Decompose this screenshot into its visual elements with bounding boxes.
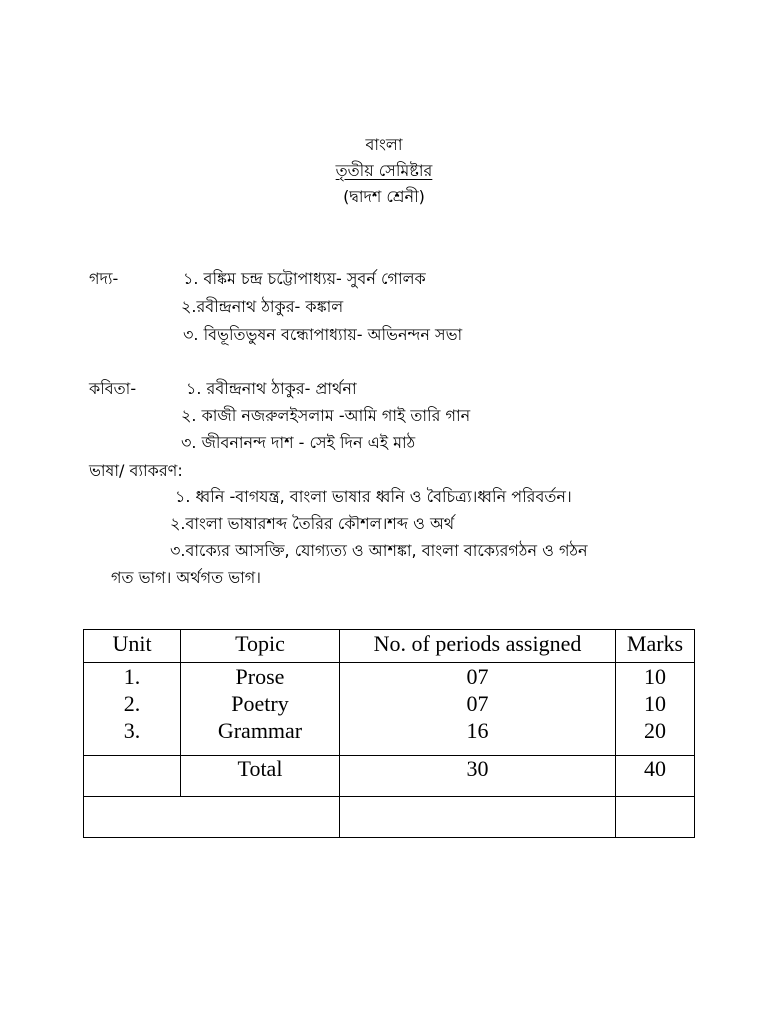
unit-cell [84,663,181,756]
header-topic: Topic [181,630,340,663]
empty-cell-2 [340,797,616,838]
unit-1: 1. [123,664,141,689]
semester-text: তৃতীয় সেমিষ্টার [335,161,433,180]
topic-2: Poetry [231,691,289,716]
marks-1: 10 [644,664,666,689]
grammar-label: ভাষা/ ব্যাকরণ: [89,461,183,480]
topic-cell [181,663,340,756]
poetry-item-3: ৩. জীবনানন্দ দাশ - সেই দিন এই মাঠ [181,433,416,452]
total-unit-empty [84,756,181,797]
subject-title: বাংলা [365,135,403,154]
marks-2: 10 [644,691,666,716]
marks-table [83,629,695,838]
total-periods: 30 [340,756,616,797]
class-title: (দ্বাদশ শ্রেনী) [343,187,425,206]
empty-cell-3 [616,797,695,838]
table-row [84,663,695,756]
header-marks: Marks [616,630,695,663]
periods-3: 16 [466,718,489,743]
grammar-item-1: ১. ধ্বনি -বাগযন্ত্র, বাংলা ভাষার ধ্বনি ও বৈচিত্র্য।ধ্বনি পরিবর্তন। [175,487,572,506]
prose-label: গদ্য- [89,269,119,288]
prose-item-2: ২.রবীন্দ্রনাথ ঠাকুর- কঙ্কাল [181,297,344,316]
periods-2: 07 [466,691,489,716]
poetry-item-1: ১. রবীন্দ্রনাথ ঠাকুর- প্রার্থনা [186,379,357,398]
semester-title [0,158,768,185]
table-total-row [84,756,695,797]
table-empty-row [84,797,695,838]
topic-3: Grammar [217,718,303,743]
poetry-item-2: ২. কাজী নজরুলইসলাম -আমি গাই তারি গান [181,406,471,425]
marks-cell [616,663,695,756]
marks-3: 20 [644,718,666,743]
poetry-label: কবিতা- [89,379,137,398]
grammar-item-2: ২.বাংলা ভাষারশব্দ তৈরির কৌশল।শব্দ ও অর্থ [170,514,455,533]
table-header-row [84,630,695,663]
unit-3: 3. [123,718,141,743]
prose-item-1: ১. বঙ্কিম চন্দ্র চট্টোপাধ্যয়- সুবর্ন গোলক [183,269,426,288]
total-label: Total [181,756,340,797]
prose-item-3: ৩. বিভূতিভুষন বন্ধোপাধ্যায়- অভিনন্দন সভা [183,325,463,344]
header-unit: Unit [84,630,181,663]
periods-1: 07 [466,664,489,689]
grammar-item-3-cont: গত ভাগ। অর্থগত ভাগ। [111,568,261,587]
periods-cell [340,663,616,756]
header-periods: No. of periods assigned [340,630,616,663]
empty-cell-1 [84,797,340,838]
topic-1: Prose [235,664,285,689]
total-marks: 40 [616,756,695,797]
unit-2: 2. [123,691,141,716]
grammar-item-3: ৩.বাক্যের আসক্তি, যোগ্যত্য ও আশঙ্কা, বাংলা বাক্যেরগঠন ও গঠন [170,541,588,560]
